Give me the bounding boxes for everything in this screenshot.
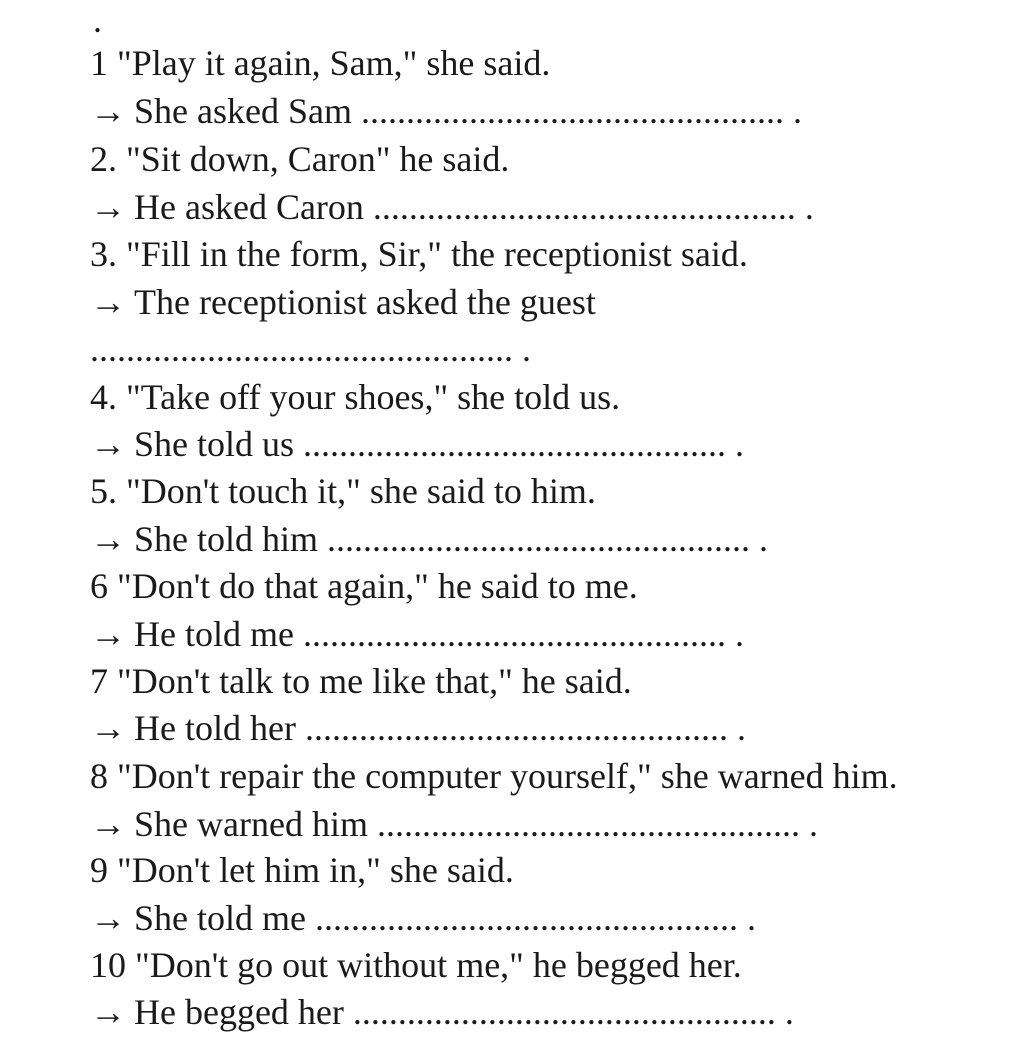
answer-text: He told her ............................................... . [134,708,746,748]
prompt-line-7: 7 "Don't talk to me like that," he said. [90,661,632,701]
answer-line-8 [90,802,818,846]
arrow-icon: → [90,804,126,844]
answer-line-6 [90,612,744,656]
answer-line-10 [90,990,794,1034]
arrow-icon: → [90,519,126,559]
answer-text: The receptionist asked the guest [134,282,596,322]
arrow-icon: → [90,282,126,322]
answer-line-7 [90,706,746,750]
prompt-line-2: 2. "Sit down, Caron" he said. [90,139,510,179]
prompt-line-6: 6 "Don't do that again," he said to me. [90,566,638,606]
answer-text: She asked Sam ............................................... . [134,91,802,131]
prompt-line-8: 8 "Don't repair the computer yourself," she warned him. [90,756,898,796]
prompt-line-5: 5. "Don't touch it," she said to him. [90,471,596,511]
answer-line-5 [90,517,768,561]
answer-text: She told him ............................................... . [134,519,769,559]
prompt-line-4: 4. "Take off your shoes," she told us. [90,377,621,417]
prompt-line-3: 3. "Fill in the form, Sir," the receptionist said. [90,234,748,274]
answer-line-4 [90,422,744,466]
prompt-line-1: 1 "Play it again, Sam," she said. [90,43,551,83]
answer-line-3 [90,280,596,324]
prompt-line-10: 10 "Don't go out without me," he begged her. [90,945,742,985]
arrow-icon: → [90,992,126,1032]
answer-line-2 [90,185,814,229]
answer-line-1 [90,89,802,133]
answer-blank-line-3: ............................................... . [90,329,531,369]
answer-text: He told me ............................................... . [134,614,744,654]
arrow-icon: → [90,614,126,654]
answer-text: He begged her ............................................... . [134,992,794,1032]
answer-text: She told me ............................................... . [134,898,756,938]
arrow-icon: → [90,898,126,938]
answer-text: He asked Caron ............................................... . [134,187,814,227]
stray-dot-mark: . [93,0,102,40]
prompt-line-9: 9 "Don't let him in," she said. [90,850,514,890]
arrow-icon: → [90,424,126,464]
answer-text: She told us ............................................... . [134,424,745,464]
arrow-icon: → [90,708,126,748]
arrow-icon: → [90,187,126,227]
answer-line-9 [90,896,756,940]
answer-text: She warned him ............................................... . [134,804,818,844]
arrow-icon: → [90,91,126,131]
